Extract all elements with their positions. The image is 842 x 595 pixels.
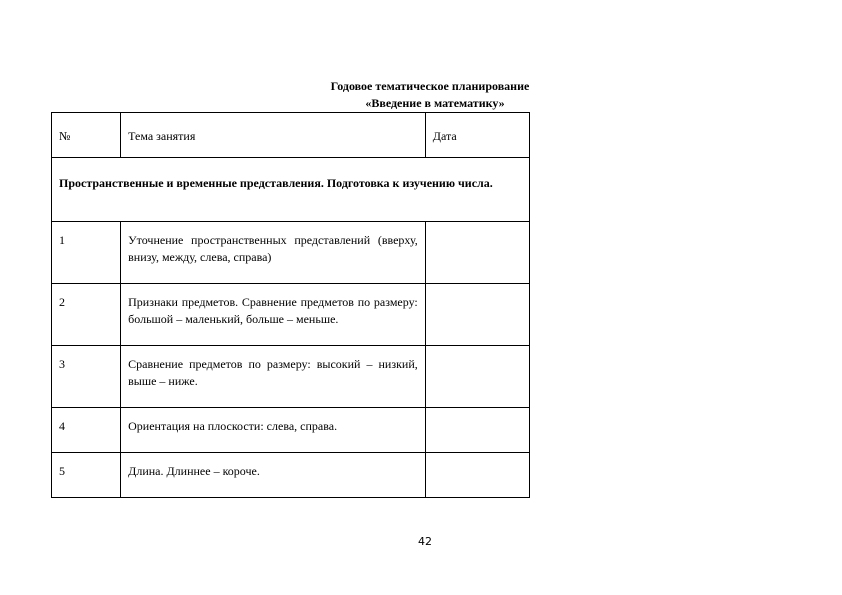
row-date [425, 222, 529, 284]
row-topic: Ориентация на плоскости: слева, справа. [121, 408, 426, 453]
section-row [52, 158, 530, 222]
row-topic: Длина. Длиннее – короче. [121, 453, 426, 498]
table-header-row [52, 113, 530, 158]
page-number: 42 [418, 535, 432, 548]
row-number: 3 [52, 346, 121, 408]
header-cell-topic: Тема занятия [121, 113, 426, 158]
row-topic: Уточнение пространственных представлений (вверху, внизу, между, слева, справа) [121, 222, 426, 284]
section-heading: Пространственные и временные представления. Подготовка к изучению числа. [52, 158, 530, 222]
table-row [52, 222, 530, 284]
row-number: 2 [52, 284, 121, 346]
row-number: 4 [52, 408, 121, 453]
document-subtitle: «Введение в математику» [365, 96, 505, 110]
document-title: Годовое тематическое планирование [330, 79, 530, 93]
table-row [52, 408, 530, 453]
planning-table [51, 112, 530, 498]
table-row [52, 453, 530, 498]
header-cell-date: Дата [425, 113, 529, 158]
header-cell-number: № [52, 113, 121, 158]
row-date [425, 408, 529, 453]
table-row [52, 346, 530, 408]
row-number: 1 [52, 222, 121, 284]
table-row [52, 284, 530, 346]
row-number: 5 [52, 453, 121, 498]
row-date [425, 453, 529, 498]
row-topic: Сравнение предметов по размеру: высокий – низкий, выше – ниже. [121, 346, 426, 408]
row-topic: Признаки предметов. Сравнение предметов по размеру: большой – маленький, больше – меньше. [121, 284, 426, 346]
row-date [425, 284, 529, 346]
row-date [425, 346, 529, 408]
